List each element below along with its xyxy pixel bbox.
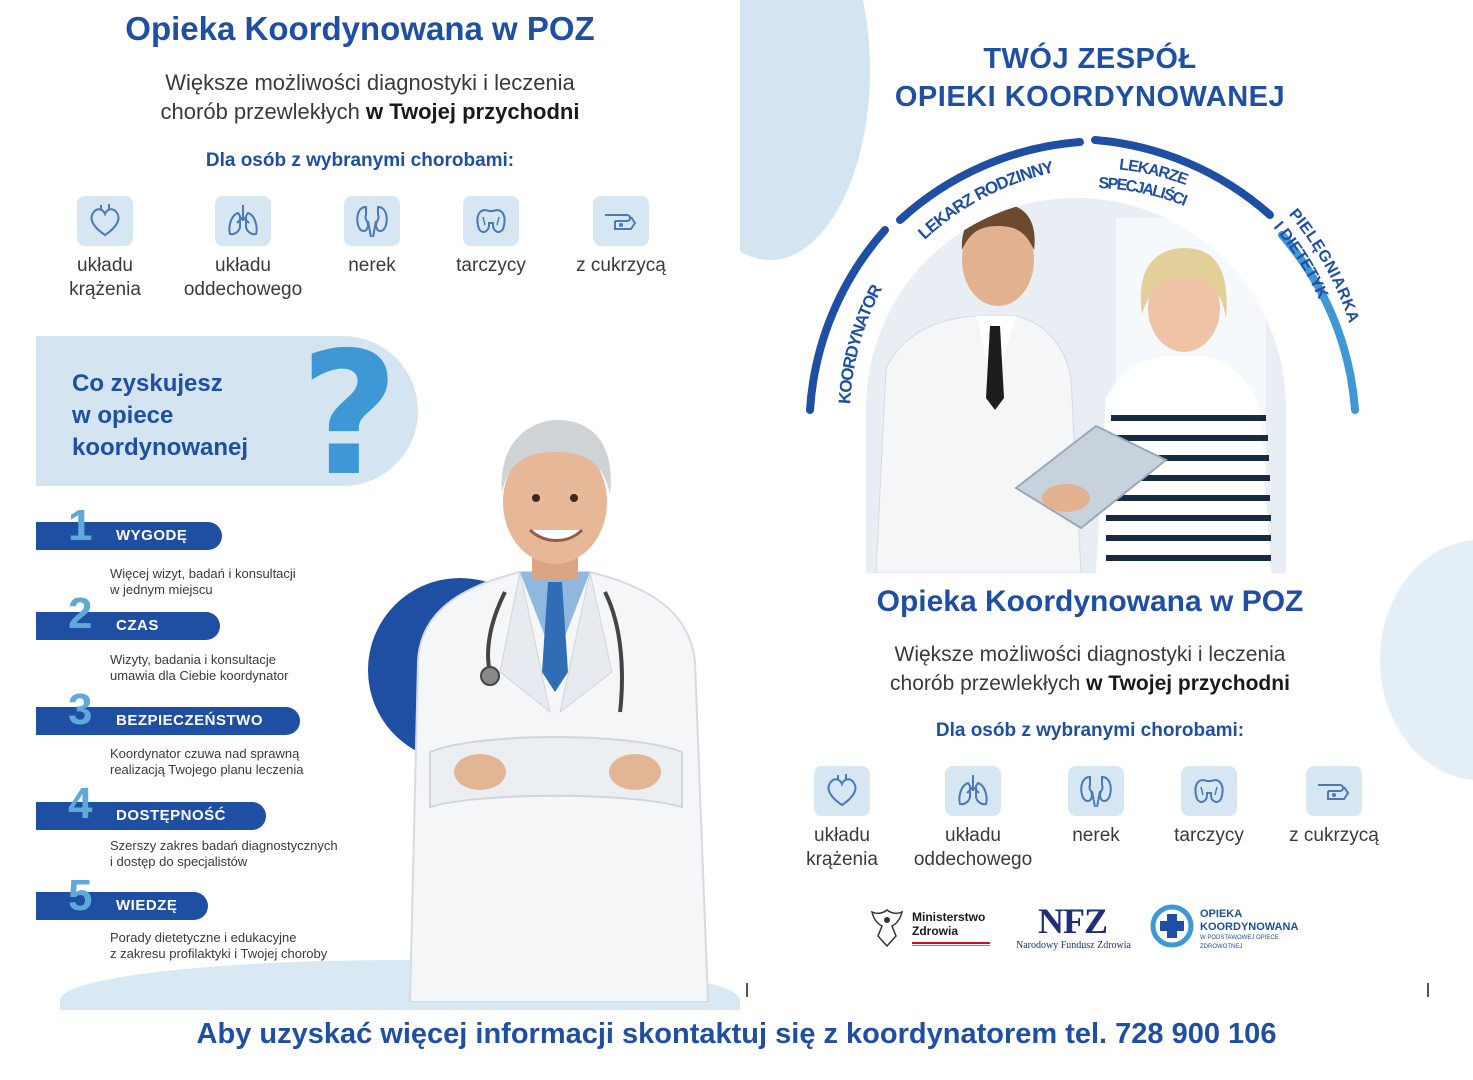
ok-text-line3: W PODSTAWOWEJ OPIECE ZDROWOTNEJ: [1200, 935, 1279, 950]
disease-label-line1: tarczycy: [456, 255, 526, 276]
right-for-whom-heading: Dla osób z wybranymi chorobami:: [935, 720, 1245, 741]
arc-label-family-doctor-text: LEKARZ RODZINNY: [914, 157, 1056, 244]
left-flyer-panel: [0, 0, 740, 1010]
benefit-desc-line1: Szerszy zakres badań diagnostycznych: [110, 838, 338, 853]
heart-icon: [814, 766, 870, 816]
arc-label-nurse-line2: I DIETETYK: [1270, 218, 1331, 302]
left-subtitle-bold: w Twojej przychodni: [365, 99, 580, 124]
benefit-desc-line2: w jednym miejscu: [110, 582, 213, 597]
disease-label-line1: nerek: [348, 255, 396, 276]
disease-circulatory: [25, 196, 185, 302]
benefit-desc-line1: Więcej wizyt, badań i konsultacji: [110, 566, 296, 581]
disease-diabetes: [1254, 766, 1414, 848]
nfz-full-name: Narodowy Fundusz Zdrowia: [1016, 940, 1131, 951]
disease-label-line2: krążenia: [806, 849, 878, 870]
benefit-number-2: 2: [68, 589, 93, 638]
benefit-label: CZAS: [116, 617, 159, 634]
question-mark-icon: ?: [300, 316, 399, 514]
arc-label-coordinator-text: KOORDYNATOR: [835, 281, 886, 405]
page-tick-mark: [1427, 983, 1429, 997]
left-subtitle: [0, 68, 740, 126]
benefit-label: DOSTĘPNOŚĆ: [116, 807, 227, 824]
right-subtitle-plain: chorób przewlekłych: [890, 672, 1087, 695]
benefit-description-1: [110, 566, 296, 598]
right-subtitle-line2: [740, 669, 1440, 698]
eagle-emblem-icon: [868, 906, 906, 950]
benefit-description-5: [110, 930, 327, 962]
arc-label-specialists-line1: LEKARZE: [1118, 156, 1191, 189]
benefit-desc-line1: Wizyty, badania i konsultacje: [110, 652, 276, 667]
left-subtitle-plain: chorób przewlekłych: [160, 99, 366, 124]
benefit-desc-line1: Koordynator czuwa nad sprawną: [110, 746, 300, 761]
disease-diabetes: [541, 196, 701, 278]
disease-label-line1: układu: [945, 825, 1001, 846]
kidneys-icon: [344, 196, 400, 246]
right-title: Opieka Koordynowana w POZ: [876, 585, 1304, 618]
left-subtitle-line1: Większe możliwości diagnostyki i leczenia: [165, 70, 575, 95]
left-subtitle-line2: [0, 97, 740, 126]
left-title: Opieka Koordynowana w POZ: [125, 10, 595, 47]
disease-label-line2: krążenia: [69, 279, 141, 300]
lungs-icon: [215, 196, 271, 246]
ok-text-line2: KOORDYNOWANA: [1200, 921, 1299, 933]
kidneys-icon: [1068, 766, 1124, 816]
right-subtitle: [740, 640, 1440, 698]
arc-label-nurse-line1: PIELĘGNIARKA: [1285, 205, 1362, 325]
benefit-description-4: [110, 838, 338, 870]
glucose-meter-icon: [593, 196, 649, 246]
disease-label-line1: układu: [814, 825, 870, 846]
benefit-description-2: [110, 652, 288, 684]
lungs-icon: [945, 766, 1001, 816]
nfz-wordmark: NFZ: [1038, 901, 1107, 941]
disease-label-line1: układu: [215, 255, 271, 276]
team-heading: [740, 40, 1440, 116]
benefit-number-5: 5: [68, 871, 93, 920]
benefit-bar-2: [36, 612, 220, 640]
glucose-meter-icon: [1306, 766, 1362, 816]
disease-label-line2: oddechowego: [183, 279, 303, 300]
ministry-name-line1: Ministerstwo: [912, 910, 986, 924]
benefit-desc-line1: Porady dietetyczne i edukacyjne: [110, 930, 297, 945]
opieka-koordynowana-text: [1200, 908, 1298, 952]
gain-heading: [72, 368, 248, 464]
disease-label-line1: tarczycy: [1174, 825, 1244, 846]
thyroid-icon: [1181, 766, 1237, 816]
page-tick-mark: [746, 983, 748, 997]
doctor-patient-photo: [866, 198, 1286, 573]
disease-label-line1: z cukrzycą: [1289, 825, 1379, 846]
benefit-label: BEZPIECZEŃSTWO: [116, 712, 264, 729]
disease-label-line1: układu: [77, 255, 133, 276]
ministry-red-line: [912, 942, 990, 944]
right-subtitle-line1: Większe możliwości diagnostyki i leczenia: [894, 643, 1286, 666]
disease-label-line1: z cukrzycą: [576, 255, 666, 276]
footer-contact-info: Aby uzyskać więcej informacji skontaktuj się z koordynatorem tel. 728 900 106: [196, 1018, 1277, 1050]
right-subtitle-bold: w Twojej przychodni: [1086, 672, 1290, 695]
ministry-name: [912, 910, 985, 938]
thyroid-icon: [463, 196, 519, 246]
arc-label-specialists-line2: SPECJALIŚCI: [1098, 175, 1190, 210]
benefit-number-1: 1: [68, 501, 93, 550]
benefit-bar-1: [36, 522, 222, 550]
medical-cross-icon: [1150, 904, 1194, 948]
doctor-illustration: [390, 412, 720, 1002]
team-heading-line1: TWÓJ ZESPÓŁ: [983, 43, 1197, 75]
benefit-desc-line2: umawia dla Ciebie koordynator: [110, 668, 289, 683]
ministry-name-line2: Zdrowia: [912, 924, 959, 938]
gain-heading-line1: Co zyskujesz: [72, 370, 223, 397]
benefit-desc-line2: realizacją Twojego planu leczenia: [110, 762, 304, 777]
left-for-whom-heading: Dla osób z wybranymi chorobami:: [205, 150, 515, 171]
benefit-bar-5: [36, 892, 208, 920]
benefit-number-4: 4: [68, 779, 93, 828]
heart-icon: [77, 196, 133, 246]
benefit-label: WIEDZĘ: [116, 897, 178, 914]
right-flyer-panel: [740, 0, 1473, 1010]
ministry-gray-line: [912, 945, 990, 946]
benefit-number-3: 3: [68, 685, 93, 734]
gain-heading-line2: w opiece: [72, 402, 174, 429]
benefit-desc-line2: i dostęp do specjalistów: [110, 854, 248, 869]
team-heading-line2: OPIEKI KOORDYNOWANEJ: [894, 81, 1286, 113]
disease-label-line2: oddechowego: [913, 849, 1033, 870]
benefit-label: WYGODĘ: [116, 527, 188, 544]
disease-label-line1: nerek: [1072, 825, 1120, 846]
benefit-description-3: [110, 746, 303, 778]
gain-heading-line3: koordynowanej: [72, 434, 249, 461]
benefit-desc-line2: z zakresu profilaktyki i Twojej choroby: [110, 946, 328, 961]
ok-text-line1: OPIEKA: [1200, 908, 1243, 920]
